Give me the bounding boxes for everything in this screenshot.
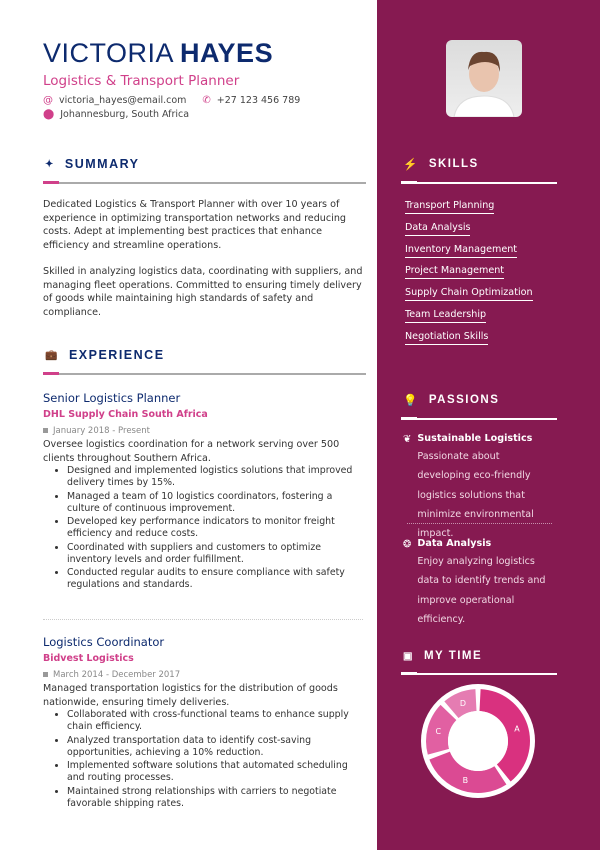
job-bullet: • Implemented software solutions that automated scheduling and routing processes. (67, 760, 363, 784)
company: Bidvest Logistics (43, 653, 134, 664)
job-entry (43, 391, 363, 593)
skill-item: Data Analysis (405, 222, 470, 236)
donut-hole (448, 711, 508, 771)
divider (43, 373, 366, 375)
passion-title: Data Analysis (417, 538, 492, 549)
passion-item (403, 433, 553, 540)
donut-label: B (462, 775, 469, 785)
passions-heading: PASSIONS (428, 394, 500, 406)
divider (401, 673, 557, 675)
passions-section (401, 393, 557, 420)
job-title: Logistics & Transport Planner (43, 73, 240, 89)
job-dates: January 2018 - Present (43, 426, 363, 436)
at-icon: @ (43, 95, 53, 106)
job-entry (43, 635, 363, 811)
job-bullet: • Maintained strong relationships with carriers to negotiate favorable shipping rates. (67, 786, 363, 810)
donut-label: D (459, 698, 466, 708)
passion-text: Passionate about developing eco-friendly logistics solutions that minimize environmental impact. (417, 451, 534, 540)
skill-item: Team Leadership (405, 309, 486, 323)
candidate-name: VICTORIA HAYES (43, 38, 274, 68)
summary-paragraph: Skilled in analyzing logistics data, coordinating with suppliers, and managing fleet operations. Committed to ensuring timely delivery of goods while maintaining high standards of safety and compliance. (43, 266, 363, 318)
job-bullet: • Designed and implemented logistics solutions that improved delivery times by 15%. (67, 465, 363, 489)
divider (43, 182, 366, 184)
summary-paragraph: Dedicated Logistics & Transport Planner with over 10 years of experience in optimizing transportation networks and reducing costs. Adept at implementing best practices that enhance efficiency and streamline operations. (43, 199, 346, 251)
donut-label: C (435, 726, 442, 736)
skills-section (401, 157, 557, 184)
my-time-heading: MY TIME (423, 650, 483, 662)
job-separator (43, 619, 363, 620)
lightning-icon: ⚡ (403, 159, 419, 171)
skill-item: Supply Chain Optimization (405, 287, 533, 301)
skill-item: Inventory Management (405, 244, 517, 258)
skill-item: Negotiation Skills (405, 331, 488, 345)
passion-separator (407, 523, 552, 524)
location: Johannesburg, South Africa (60, 109, 190, 120)
passion-text: Enjoy analyzing logistics data to identify trends and improve operational efficiency. (417, 556, 546, 625)
lightbulb-icon: 💡 (403, 395, 419, 407)
phone-icon: ✆ (202, 95, 211, 106)
job-bullet: • Managed a team of 10 logistics coordinators, fostering a culture of continuous improvement. (67, 491, 363, 515)
contact-row (43, 95, 300, 106)
divider (401, 418, 557, 420)
email[interactable]: victoria_hayes@email.com (59, 95, 187, 106)
my-time-section (401, 650, 557, 675)
job-dates: March 2014 - December 2017 (43, 670, 363, 680)
summary-heading: SUMMARY (64, 157, 140, 171)
job-description: Managed transportation logistics for the distribution of goods nationwide, ensuring timely deliveries. (43, 683, 338, 708)
skills-heading: SKILLS (428, 158, 479, 170)
experience-heading: EXPERIENCE (68, 348, 165, 362)
job-bullet: • Conducted regular audits to ensure compliance with safety regulations and standards. (67, 567, 363, 591)
sparkle-icon: ✦ (45, 158, 55, 170)
experience-section (43, 348, 366, 375)
job-bullet: • Collaborated with cross-functional teams to enhance supply chain efficiency. (67, 709, 363, 733)
calendar-icon: ▣ (403, 650, 414, 662)
job-bullet: • Analyzed transportation data to identify cost-saving opportunities, achieving a 10% reduction. (67, 735, 363, 759)
skill-item: Transport Planning (405, 200, 494, 214)
passion-item (403, 538, 553, 626)
profile-photo (446, 40, 522, 117)
divider (401, 182, 557, 184)
job-bullet: • Coordinated with suppliers and customers to optimize inventory levels and order fulfillment. (67, 542, 363, 566)
location-pin-icon: ⬤ (43, 109, 55, 120)
phone[interactable]: +27 123 456 789 (216, 95, 301, 106)
job-bullet: • Developed key performance indicators to monitor freight efficiency and reduce costs. (67, 516, 363, 540)
job-description: Oversee logistics coordination for a network serving over 500 clients throughout Southern Africa. (43, 439, 340, 464)
brain-icon: ❂ (403, 539, 412, 550)
job-title: Senior Logistics Planner (43, 391, 181, 405)
time-donut-chart (418, 681, 538, 801)
leaf-icon: ❦ (403, 434, 412, 445)
donut-label: A (514, 724, 520, 734)
location-row (43, 109, 189, 120)
briefcase-icon: 💼 (45, 349, 59, 361)
skill-item: Project Management (405, 265, 504, 279)
summary-section (43, 157, 366, 319)
job-title: Logistics Coordinator (43, 635, 165, 649)
passion-title: Sustainable Logistics (417, 433, 533, 444)
company: DHL Supply Chain South Africa (43, 409, 208, 420)
